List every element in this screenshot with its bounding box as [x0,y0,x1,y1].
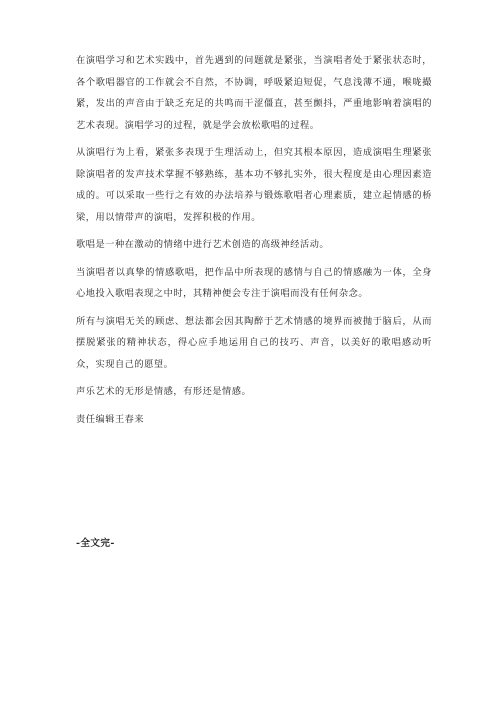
paragraph-4: 当演唱者以真挚的情感歌唱，把作品中所表现的感情与自己的情感融为一体，全身心地投入歌唱表现之中时，其精神便会专注于演唱而没有任何杂念。 [76,266,432,299]
paragraph-3: 歌唱是一种在激动的情绪中进行艺术创造的高级神经活动。 [76,239,330,250]
paragraph-5: 所有与演唱无关的顾虑、想法都会因其陶醉于艺术情感的境界而被抛于脑后，从而摆脱紧张的精神状态，得心应手地运用自己的技巧、声音，以美好的歌唱感动听众，实现自己的愿望。 [76,315,432,370]
end-mark: -全文完- [76,538,115,549]
paragraph-2: 从演唱行为上看，紧张多表现于生理活动上，但究其根本原因，造成演唱生理紧张除演唱者的发声技术掌握不够熟练，基本功不够扎实外，很大程度是由心理因素造成的。可以采取一些行之有效的办法培养与锻炼歌唱者心理素质，建立起情感的桥梁，用以情带声的演唱，发挥积极的作用。 [76,147,432,223]
editor-credit: 责任编辑王春来 [76,413,145,425]
article-body [76,50,432,430]
paragraph-1: 在演唱学习和艺术实践中，首先遇到的问题就是紧张，当演唱者处于紧张状态时，各个歌唱器官的工作就会不自然，不协调，呼吸紧迫短促，气息浅薄不通，喉咙撮紧，发出的声音由于缺乏充足的共鸣而干涩僵直，甚至颤抖，严重地影响着演唱的艺术表现。演唱学习的过程，就是学会放松歌唱的过程。 [76,55,432,131]
paragraph-6: 声乐艺术的无形是情感，有形还是情感。 [76,386,252,397]
